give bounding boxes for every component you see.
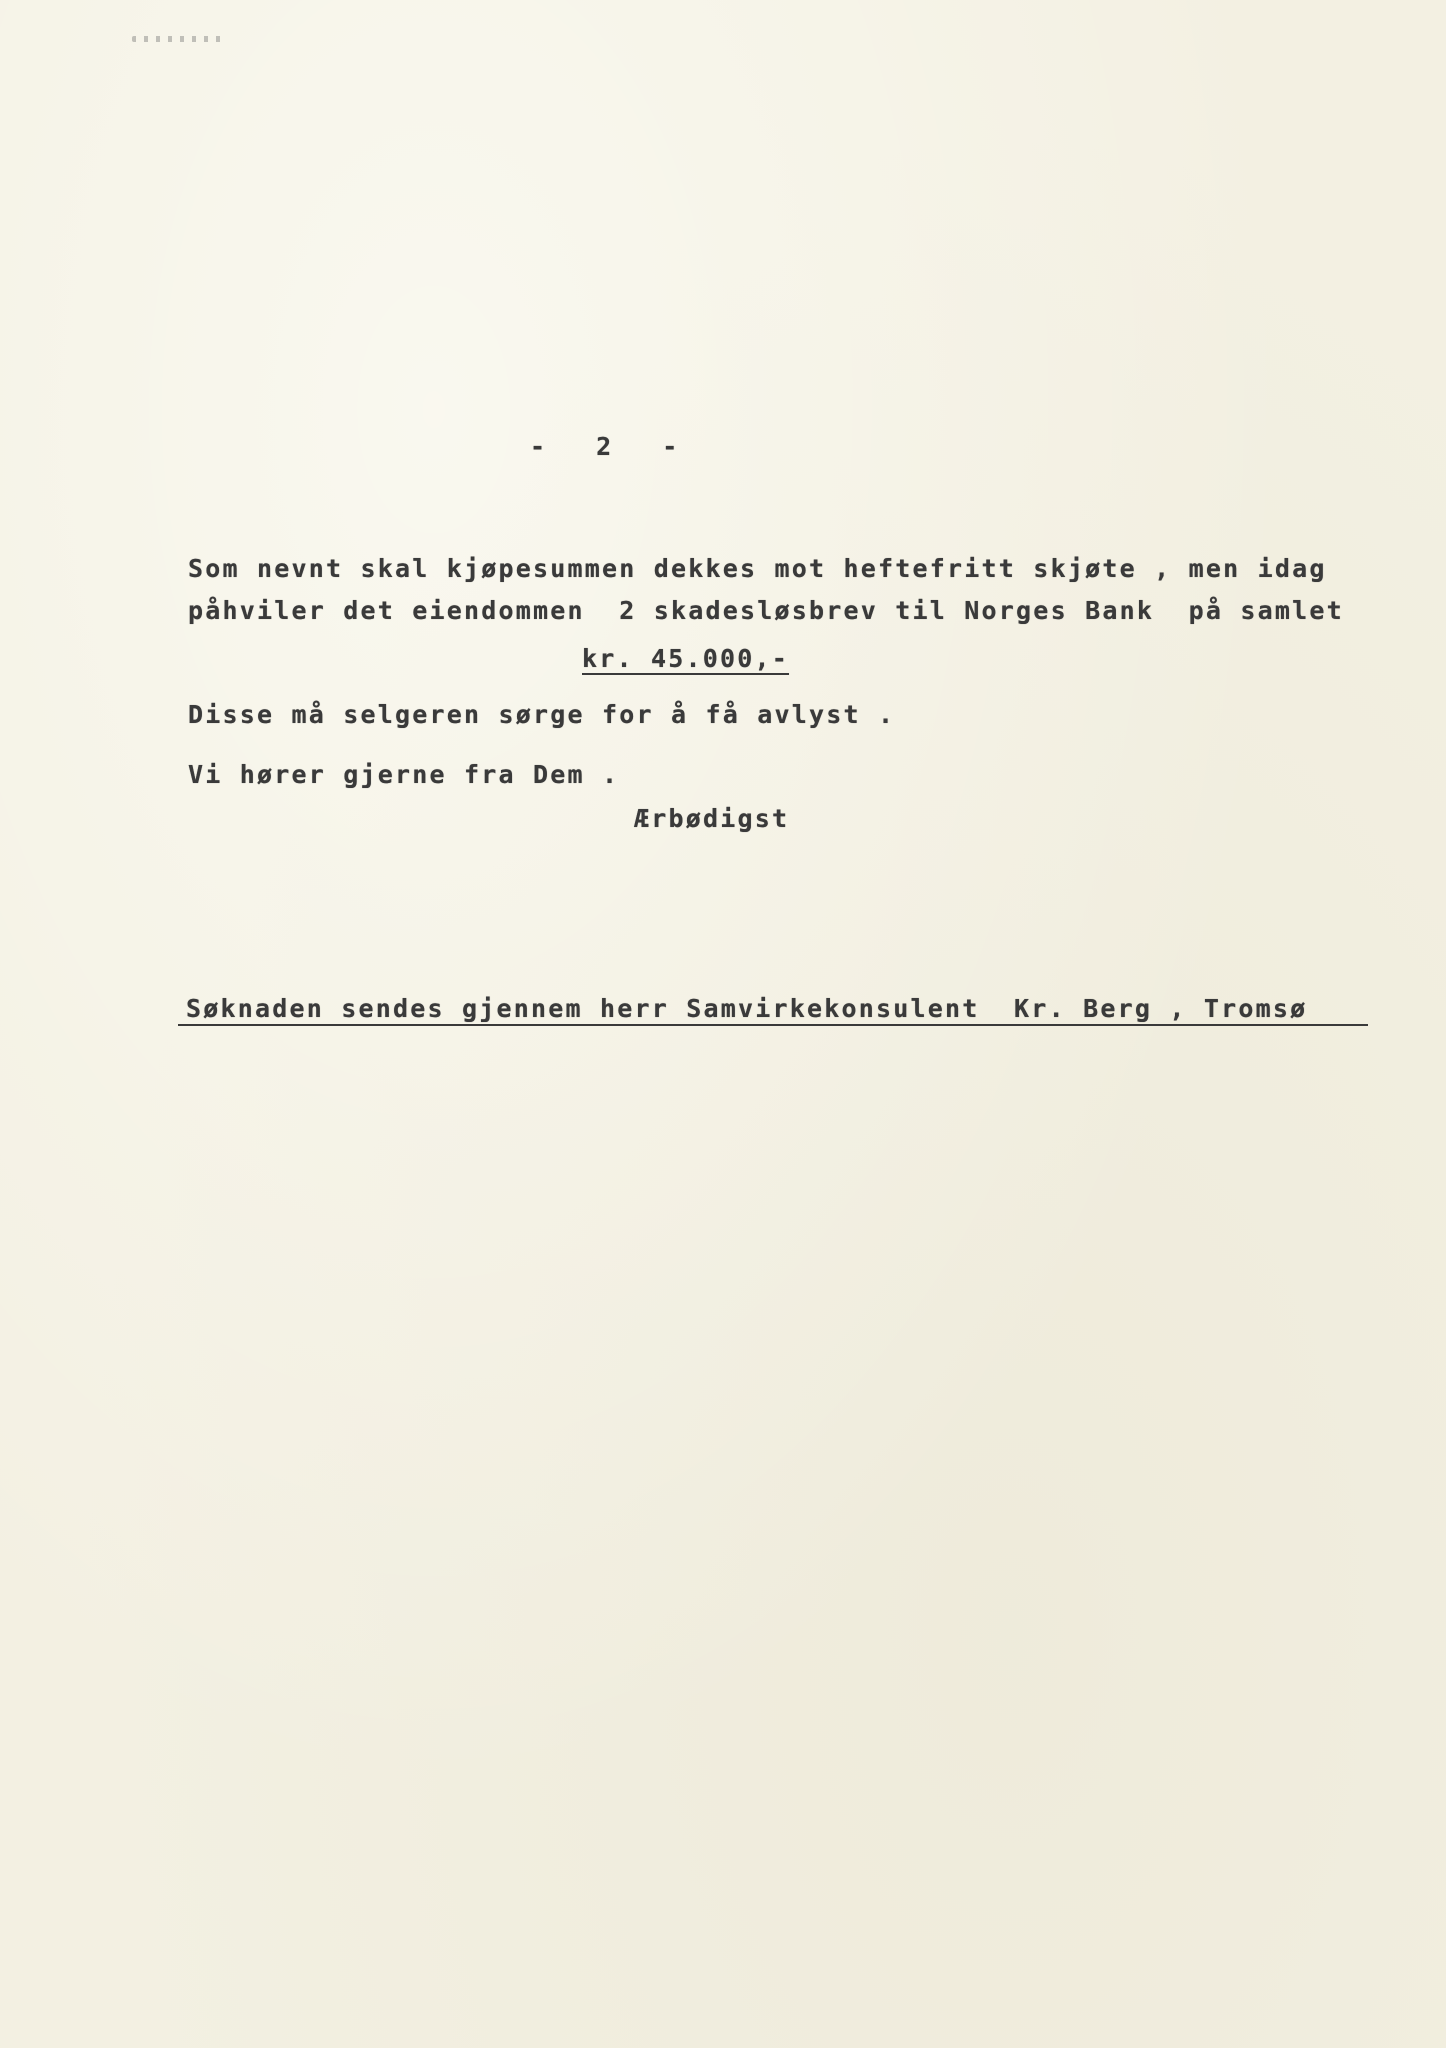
- page-number: - 2 -: [530, 432, 696, 461]
- footer-note: Søknaden sendes gjennem herr Samvirkekonsulent Kr. Berg , Tromsø: [186, 994, 1308, 1023]
- amount: kr. 45.000,-: [582, 644, 790, 673]
- reply-line: Vi hører gjerne fra Dem .: [188, 760, 620, 789]
- closing: Ærbødigst: [634, 804, 790, 833]
- request-line: Disse må selgeren sørge for å få avlyst .: [188, 700, 896, 729]
- scan-artifact: [132, 36, 228, 42]
- body-line-2: påhviler det eiendommen 2 skadesløsbrev til Norges Bank på samlet: [188, 596, 1344, 625]
- body-line-1: Som nevnt skal kjøpesummen dekkes mot heftefritt skjøte , men idag: [188, 554, 1327, 583]
- footer-rule: [178, 1024, 1368, 1026]
